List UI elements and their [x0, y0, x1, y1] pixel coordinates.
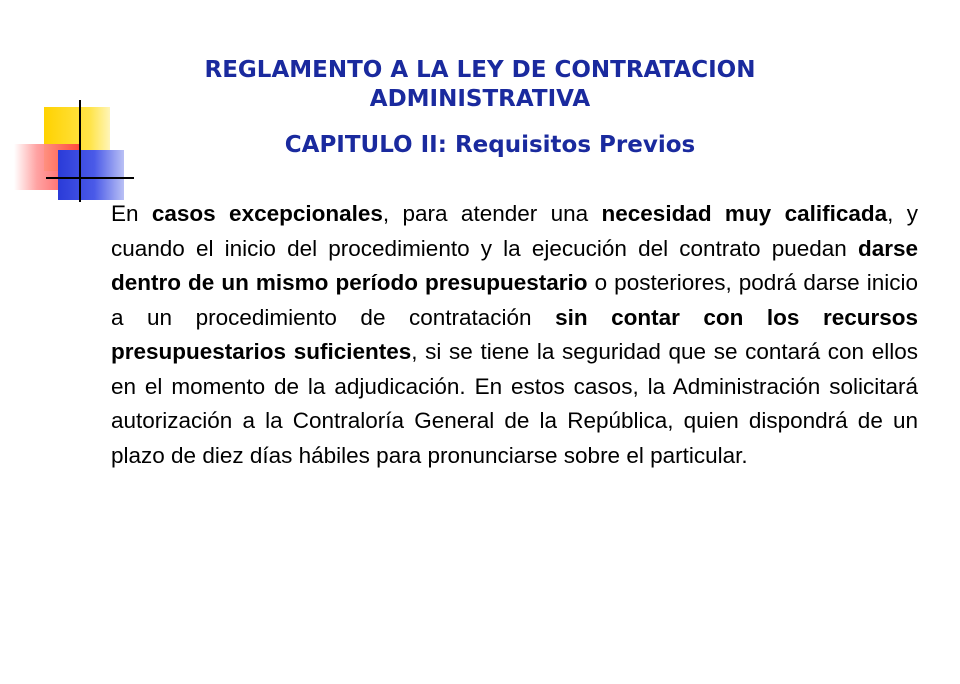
- body-segment-bold: sin contar con los recursos presupuestarios suficientes: [111, 304, 918, 364]
- body-segment: o posteriores, podrá darse inicio a un procedimiento de contratación: [111, 270, 918, 330]
- body-segment-bold: casos excepcionales: [151, 201, 383, 226]
- slide-title: REGLAMENTO A LA LEY DE CONTRATACION ADMINISTRATIVA: [204, 57, 756, 112]
- body-segment-bold: necesidad muy calificada: [601, 201, 888, 226]
- slide-ornament: [0, 0, 140, 210]
- ornament-vertical-line: [79, 100, 81, 202]
- body-segment: En: [111, 201, 152, 226]
- body-segment: , para atender una: [382, 201, 602, 226]
- ornament-blue-square: [58, 150, 124, 200]
- body-segment: , y cuando el inicio del procedimiento y la ejecución del contrato puedan: [111, 201, 918, 261]
- body-segment-bold: darse dentro de un mismo período presupuestario: [111, 235, 918, 295]
- ornament-horizontal-line: [46, 177, 134, 179]
- slide-subtitle: CAPITULO II: Requisitos Previos: [284, 132, 696, 158]
- body-paragraph: [111, 197, 918, 473]
- body-segment: , si se tiene la seguridad que se contará con ellos en el momento de la adjudicación. En estos casos, la Administración solicitará autorización a la Contraloría General de la República, quien dispondrá de un plazo de diez días hábiles para pronunciarse sobre el particular.: [111, 339, 918, 468]
